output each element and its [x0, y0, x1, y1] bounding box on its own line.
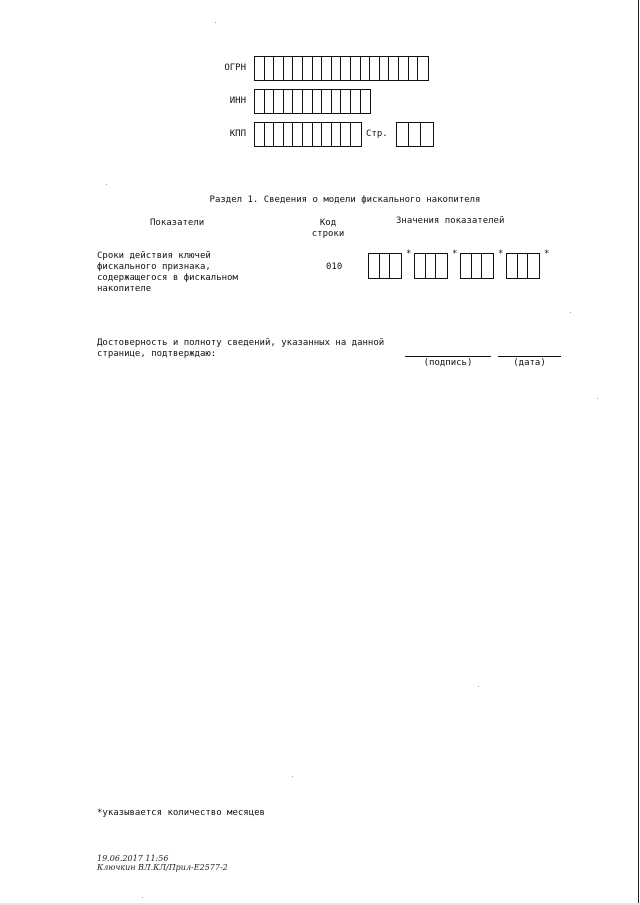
value-box-3[interactable] — [460, 253, 494, 279]
footnote: *указывается количество месяцев — [97, 808, 265, 818]
column-header-code-line1: Код — [319, 218, 337, 228]
inn-field[interactable] — [254, 89, 371, 114]
stamp-line1: 19.06.2017 11:56 — [97, 854, 169, 863]
value-star-3: * — [498, 249, 504, 259]
value-star-1: * — [406, 249, 412, 259]
scan-speck — [106, 184, 107, 185]
stamp-line2: Ключкин ВЛ.КЛ/Прил-Е2577-2 — [97, 863, 228, 872]
kpp-field[interactable] — [254, 122, 362, 147]
scan-speck — [570, 312, 571, 313]
scan-speck — [478, 686, 479, 687]
section-title: Раздел 1. Сведения о модели фискального накопителя — [209, 195, 481, 205]
page-number-field[interactable] — [396, 122, 434, 147]
confirmation-line1: Достоверность и полноту сведений, указанных на данной — [97, 338, 385, 348]
date-line[interactable] — [498, 356, 561, 357]
confirmation-line2: странице, подтверждаю: — [97, 349, 217, 359]
column-header-indicators: Показатели — [150, 218, 205, 228]
row-label-line1: Сроки действия ключей — [97, 251, 211, 261]
ogrn-label: ОГРН — [224, 63, 246, 73]
signature-caption: (подпись) — [423, 358, 473, 368]
page-edge-right — [638, 0, 639, 905]
scan-speck — [215, 22, 216, 23]
row-label-line3: содержащегося в фискальном — [97, 273, 238, 283]
scan-speck — [142, 897, 143, 898]
row-label-line4: накопителе — [97, 284, 152, 294]
scan-speck — [597, 398, 598, 399]
row-code: 010 — [326, 262, 343, 272]
value-box-2[interactable] — [414, 253, 448, 279]
value-box-4[interactable] — [506, 253, 540, 279]
row-label-line2: фискального признака, — [97, 262, 211, 272]
page-number-label: Стр. — [366, 129, 388, 139]
ogrn-field[interactable] — [254, 56, 429, 81]
value-star-4: * — [544, 249, 550, 259]
inn-label: ИНН — [229, 96, 246, 106]
signature-line[interactable] — [405, 356, 491, 357]
date-caption: (дата) — [513, 358, 546, 368]
column-header-code-line2: строки — [311, 229, 345, 239]
value-star-2: * — [452, 249, 458, 259]
scan-speck — [292, 776, 293, 777]
kpp-label: КПП — [229, 129, 246, 139]
column-header-values: Значения показателей — [396, 216, 505, 226]
value-box-1[interactable] — [368, 253, 402, 279]
